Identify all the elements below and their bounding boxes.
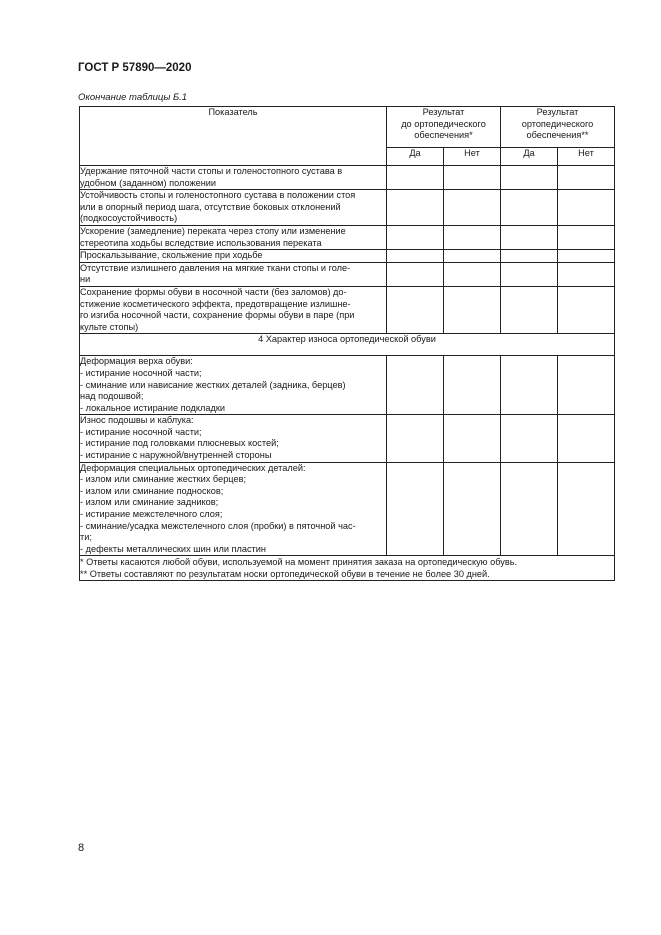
answer-cell[interactable] (501, 166, 558, 190)
footnotes (80, 556, 615, 581)
indicator-line: - дефекты металлических шин или пластин (80, 543, 266, 554)
header-before-line: Результат (422, 107, 465, 117)
indicator-cell (80, 190, 387, 226)
indicator-line: культе стопы) (80, 321, 139, 332)
indicator-cell (80, 286, 387, 333)
indicator-line: Устойчивость стопы и голеностопного сустава в положении стоя (80, 190, 356, 201)
answer-cell[interactable] (501, 286, 558, 333)
answer-cell[interactable] (387, 462, 444, 556)
answer-cell[interactable] (387, 415, 444, 462)
answer-cell[interactable] (558, 190, 615, 226)
answer-cell[interactable] (501, 262, 558, 286)
table-row (80, 286, 615, 333)
header-yes: Да (387, 148, 444, 166)
indicator-line: - излом или сминание жестких берцев; (80, 474, 247, 485)
answer-cell[interactable] (501, 415, 558, 462)
indicator-line: - истирание носочной части; (80, 426, 202, 437)
indicator-line: - локальное истирание подкладки (80, 402, 226, 413)
indicator-line: стереотипа ходьбы вследствие использования переката (80, 237, 322, 248)
table-row (80, 462, 615, 556)
indicator-line: Деформация специальных ортопедических деталей: (80, 462, 306, 473)
indicator-line: Удержание пяточной части стопы и голеностопного сустава в (80, 166, 343, 176)
answer-cell[interactable] (501, 462, 558, 556)
answer-cell[interactable] (558, 356, 615, 415)
answer-cell[interactable] (387, 166, 444, 190)
answer-cell[interactable] (444, 415, 501, 462)
header-before-line: до ортопедического (401, 118, 486, 129)
indicator-line: ти; (80, 532, 92, 543)
answer-cell[interactable] (501, 250, 558, 263)
answer-cell[interactable] (558, 415, 615, 462)
answer-cell[interactable] (444, 190, 501, 226)
table-row (80, 262, 615, 286)
header-after-line: Результат (536, 107, 579, 117)
indicator-line: ни (80, 274, 91, 285)
answer-cell[interactable] (444, 262, 501, 286)
section-title: 4 Характер износа ортопедической обуви (80, 334, 615, 356)
indicator-line: Ускорение (замедление) переката через стопу или изменение (80, 225, 346, 236)
document-code: ГОСТ Р 57890—2020 (78, 62, 192, 74)
indicator-line: удобном (заданном) положении (80, 177, 217, 188)
page-number: 8 (78, 842, 85, 854)
indicator-line: - излом или сминание подносков; (80, 485, 224, 496)
indicator-line: Отсутствие излишнего давления на мягкие ткани стопы и голе- (80, 262, 351, 273)
indicator-line: го изгиба носочной части, сохранение формы обуви в паре (при (80, 310, 355, 321)
indicator-line: - истирание носочной части; (80, 367, 202, 378)
answer-cell[interactable] (501, 190, 558, 226)
answer-cell[interactable] (387, 356, 444, 415)
header-before-ortho (387, 107, 501, 148)
indicator-line: Износ подошвы и каблука: (80, 415, 194, 426)
header-after-line: ортопедического (521, 118, 594, 129)
table-row (80, 356, 615, 415)
answer-cell[interactable] (444, 286, 501, 333)
answer-cell[interactable] (558, 166, 615, 190)
indicator-line: - сминание или нависание жестких деталей (задника, берцев) (80, 379, 346, 390)
answer-cell[interactable] (444, 356, 501, 415)
indicator-line: (подкосоустойчивость) (80, 213, 178, 224)
notes-row (80, 556, 615, 581)
answer-cell[interactable] (501, 225, 558, 249)
answer-cell[interactable] (558, 462, 615, 556)
answer-cell[interactable] (444, 250, 501, 263)
footnote: ** Ответы составляют по результатам носки ортопедической обуви в течение не более 30 дней. (80, 569, 490, 580)
assessment-table (79, 106, 615, 581)
indicator-cell (80, 262, 387, 286)
indicator-line: Деформация верха обуви: (80, 356, 193, 367)
indicator-line: над подошвой; (80, 391, 144, 402)
answer-cell[interactable] (444, 166, 501, 190)
header-no: Нет (558, 148, 615, 166)
answer-cell[interactable] (387, 262, 444, 286)
indicator-line: Сохранение формы обуви в носочной части (без заломов) до- (80, 286, 347, 297)
footnote: * Ответы касаются любой обуви, используемой на момент принятия заказа на ортопедическую обувь. (80, 557, 518, 568)
header-indicator: Показатель (80, 107, 387, 166)
answer-cell[interactable] (501, 356, 558, 415)
table-row (80, 250, 615, 263)
table-row (80, 166, 615, 190)
section-row (80, 334, 615, 356)
answer-cell[interactable] (387, 190, 444, 226)
answer-cell[interactable] (444, 462, 501, 556)
indicator-cell (80, 356, 387, 415)
header-after-ortho (501, 107, 615, 148)
table-caption: Окончание таблицы Б.1 (78, 92, 188, 103)
header-after-line: обеспечения** (526, 130, 589, 141)
answer-cell[interactable] (387, 286, 444, 333)
table-row (80, 190, 615, 226)
answer-cell[interactable] (387, 225, 444, 249)
indicator-line: или в опорный период шага, отсутствие боковых отклонений (80, 201, 341, 212)
table-row (80, 225, 615, 249)
indicator-line: - истирание межстелечного слоя; (80, 509, 223, 520)
indicator-line: Проскальзывание, скольжение при ходьбе (80, 250, 263, 261)
indicator-cell (80, 250, 387, 263)
answer-cell[interactable] (558, 262, 615, 286)
header-before-line: обеспечения* (414, 130, 473, 141)
indicator-cell (80, 462, 387, 556)
indicator-line: стижение косметического эффекта, предотвращение излишне- (80, 298, 351, 309)
answer-cell[interactable] (558, 250, 615, 263)
table-row (80, 415, 615, 462)
answer-cell[interactable] (444, 225, 501, 249)
answer-cell[interactable] (387, 250, 444, 263)
indicator-cell (80, 166, 387, 190)
header-row-groups (80, 107, 615, 148)
indicator-line: - истирание с наружной/внутренней стороны (80, 450, 272, 461)
indicator-cell (80, 225, 387, 249)
indicator-line: - излом или сминание задников; (80, 497, 219, 508)
indicator-cell (80, 415, 387, 462)
header-no: Нет (444, 148, 501, 166)
answer-cell[interactable] (558, 225, 615, 249)
indicator-line: - истирание под головками плюсневых костей; (80, 438, 279, 449)
indicator-line: - сминание/усадка межстелечного слоя (пробки) в пяточной час- (80, 520, 356, 531)
header-yes: Да (501, 148, 558, 166)
answer-cell[interactable] (558, 286, 615, 333)
